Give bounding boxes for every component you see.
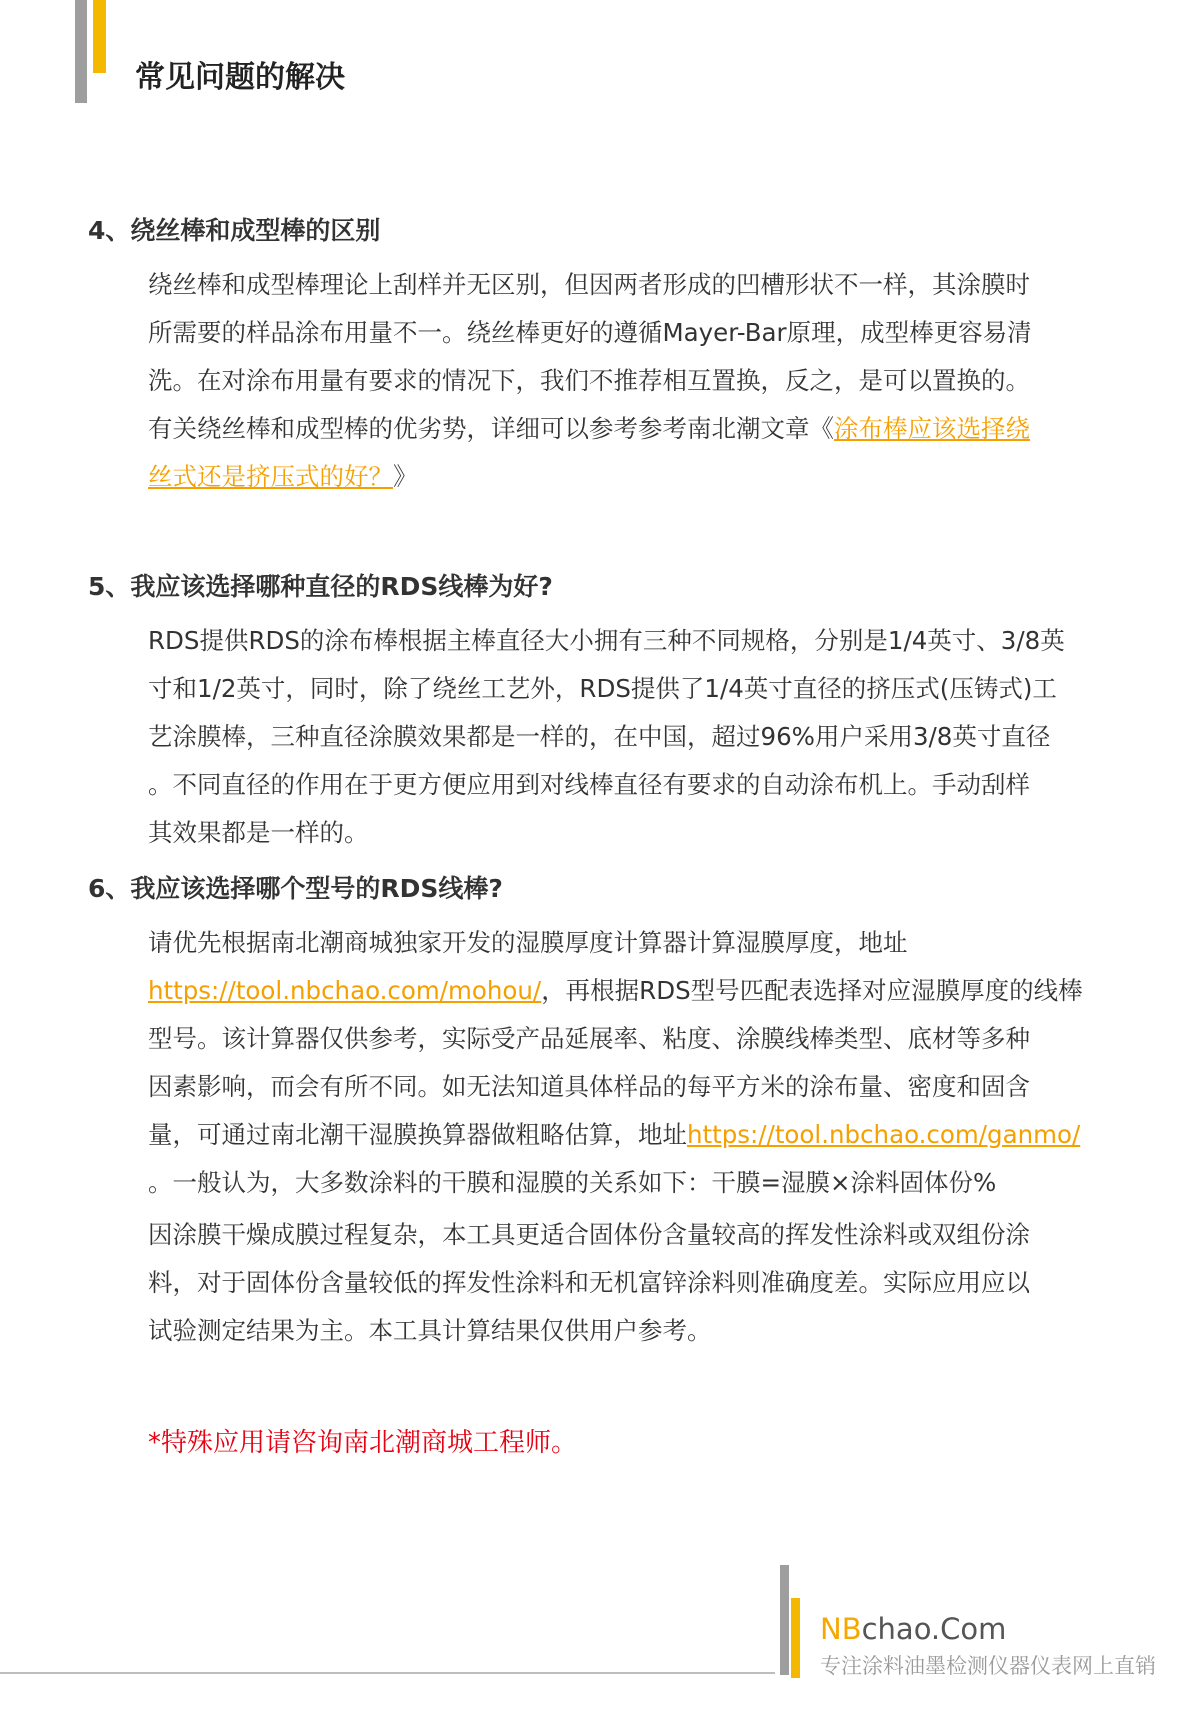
text-line: 其效果都是一样的。 [148,818,369,847]
section-heading-q6: 6、我应该选择哪个型号的RDS线棒? [88,874,503,903]
footer-gray-bar [780,1565,789,1675]
brand-tagline: 专注涂料油墨检测仪器仪表网上直销 [820,1654,1156,1678]
text-segment: 有关绕丝棒和成型棒的优劣势，详细可以参考参考南北潮文章《 [148,414,834,443]
text-line: 因涂膜干燥成膜过程复杂，本工具更适合固体份含量较高的挥发性涂料或双组份涂 [148,1220,1030,1249]
dry-wet-converter-link[interactable]: https://tool.nbchao.com/ganmo/ [687,1120,1081,1149]
text-line [148,1111,1114,1159]
text-line: RDS提供RDS的涂布棒根据主棒直径大小拥有三种不同规格，分别是1/4英寸、3/8英 [148,626,1065,655]
footer-yellow-bar [791,1598,800,1678]
text-segment: 》 [393,462,418,491]
text-line: 因素影响，而会有所不同。如无法知道具体样品的每平方米的涂布量、密度和固含 [148,1072,1030,1101]
section-heading-q4: 4、绕丝棒和成型棒的区别 [88,216,381,245]
answer-q5 [148,617,1114,857]
brand-rest: chao.Com [861,1612,1007,1646]
text-line: 型号。该计算器仅供参考，实际受产品延展率、粘度、涂膜线棒类型、底材等多种 [148,1024,1030,1053]
brand-nb: NB [820,1612,862,1646]
answer-q6 [148,919,1114,1207]
header-gray-bar [75,0,87,103]
section-heading-q5: 5、我应该选择哪种直径的RDS线棒为好? [88,572,553,601]
page-title: 常见问题的解决 [135,60,345,95]
text-line: 绕丝棒和成型棒理论上刮样并无区别，但因两者形成的凹槽形状不一样，其涂膜时 [148,270,1030,299]
footer-divider [0,1672,775,1674]
text-segment: ，再根据RDS型号匹配表选择对应湿膜厚度的线棒 [541,976,1083,1005]
text-line [148,453,1114,501]
text-line: 艺涂膜棒，三种直径涂膜效果都是一样的，在中国，超过96%用户采用3/8英寸直径 [148,722,1051,751]
article-link[interactable]: 涂布棒应该选择绕 [834,414,1030,443]
header-yellow-bar [93,0,106,73]
wet-film-calculator-link[interactable]: https://tool.nbchao.com/mohou/ [148,976,542,1005]
text-line: 所需要的样品涂布用量不一。绕丝棒更好的遵循Mayer-Bar原理，成型棒更容易清 [148,318,1032,347]
answer-q4 [148,261,1114,501]
text-line: 料，对于固体份含量较低的挥发性涂料和无机富锌涂料则准确度差。实际应用应以 [148,1268,1030,1297]
brand-logo [820,1612,1006,1646]
text-line: 请优先根据南北潮商城独家开发的湿膜厚度计算器计算湿膜厚度，地址 [148,928,908,957]
text-line: 。一般认为，大多数涂料的干膜和湿膜的关系如下：干膜=湿膜×涂料固体份% [148,1168,997,1197]
text-line: 。不同直径的作用在于更方便应用到对线棒直径有要求的自动涂布机上。手动刮样 [148,770,1030,799]
text-line [148,405,1114,453]
text-segment: 量，可通过南北潮干湿膜换算器做粗略估算，地址 [148,1120,687,1149]
text-line: 洗。在对涂布用量有要求的情况下，我们不推荐相互置换，反之，是可以置换的。 [148,366,1030,395]
text-line: 试验测定结果为主。本工具计算结果仅供用户参考。 [148,1316,712,1345]
article-link-cont[interactable]: 丝式还是挤压式的好？ [148,462,393,491]
text-line: 寸和1/2英寸，同时，除了绕丝工艺外，RDS提供了1/4英寸直径的挤压式(压铸式)工 [148,674,1057,703]
answer-q6-note [148,1211,1114,1355]
text-line [148,967,1114,1015]
engineer-consult-note: *特殊应用请咨询南北潮商城工程师。 [148,1428,578,1458]
